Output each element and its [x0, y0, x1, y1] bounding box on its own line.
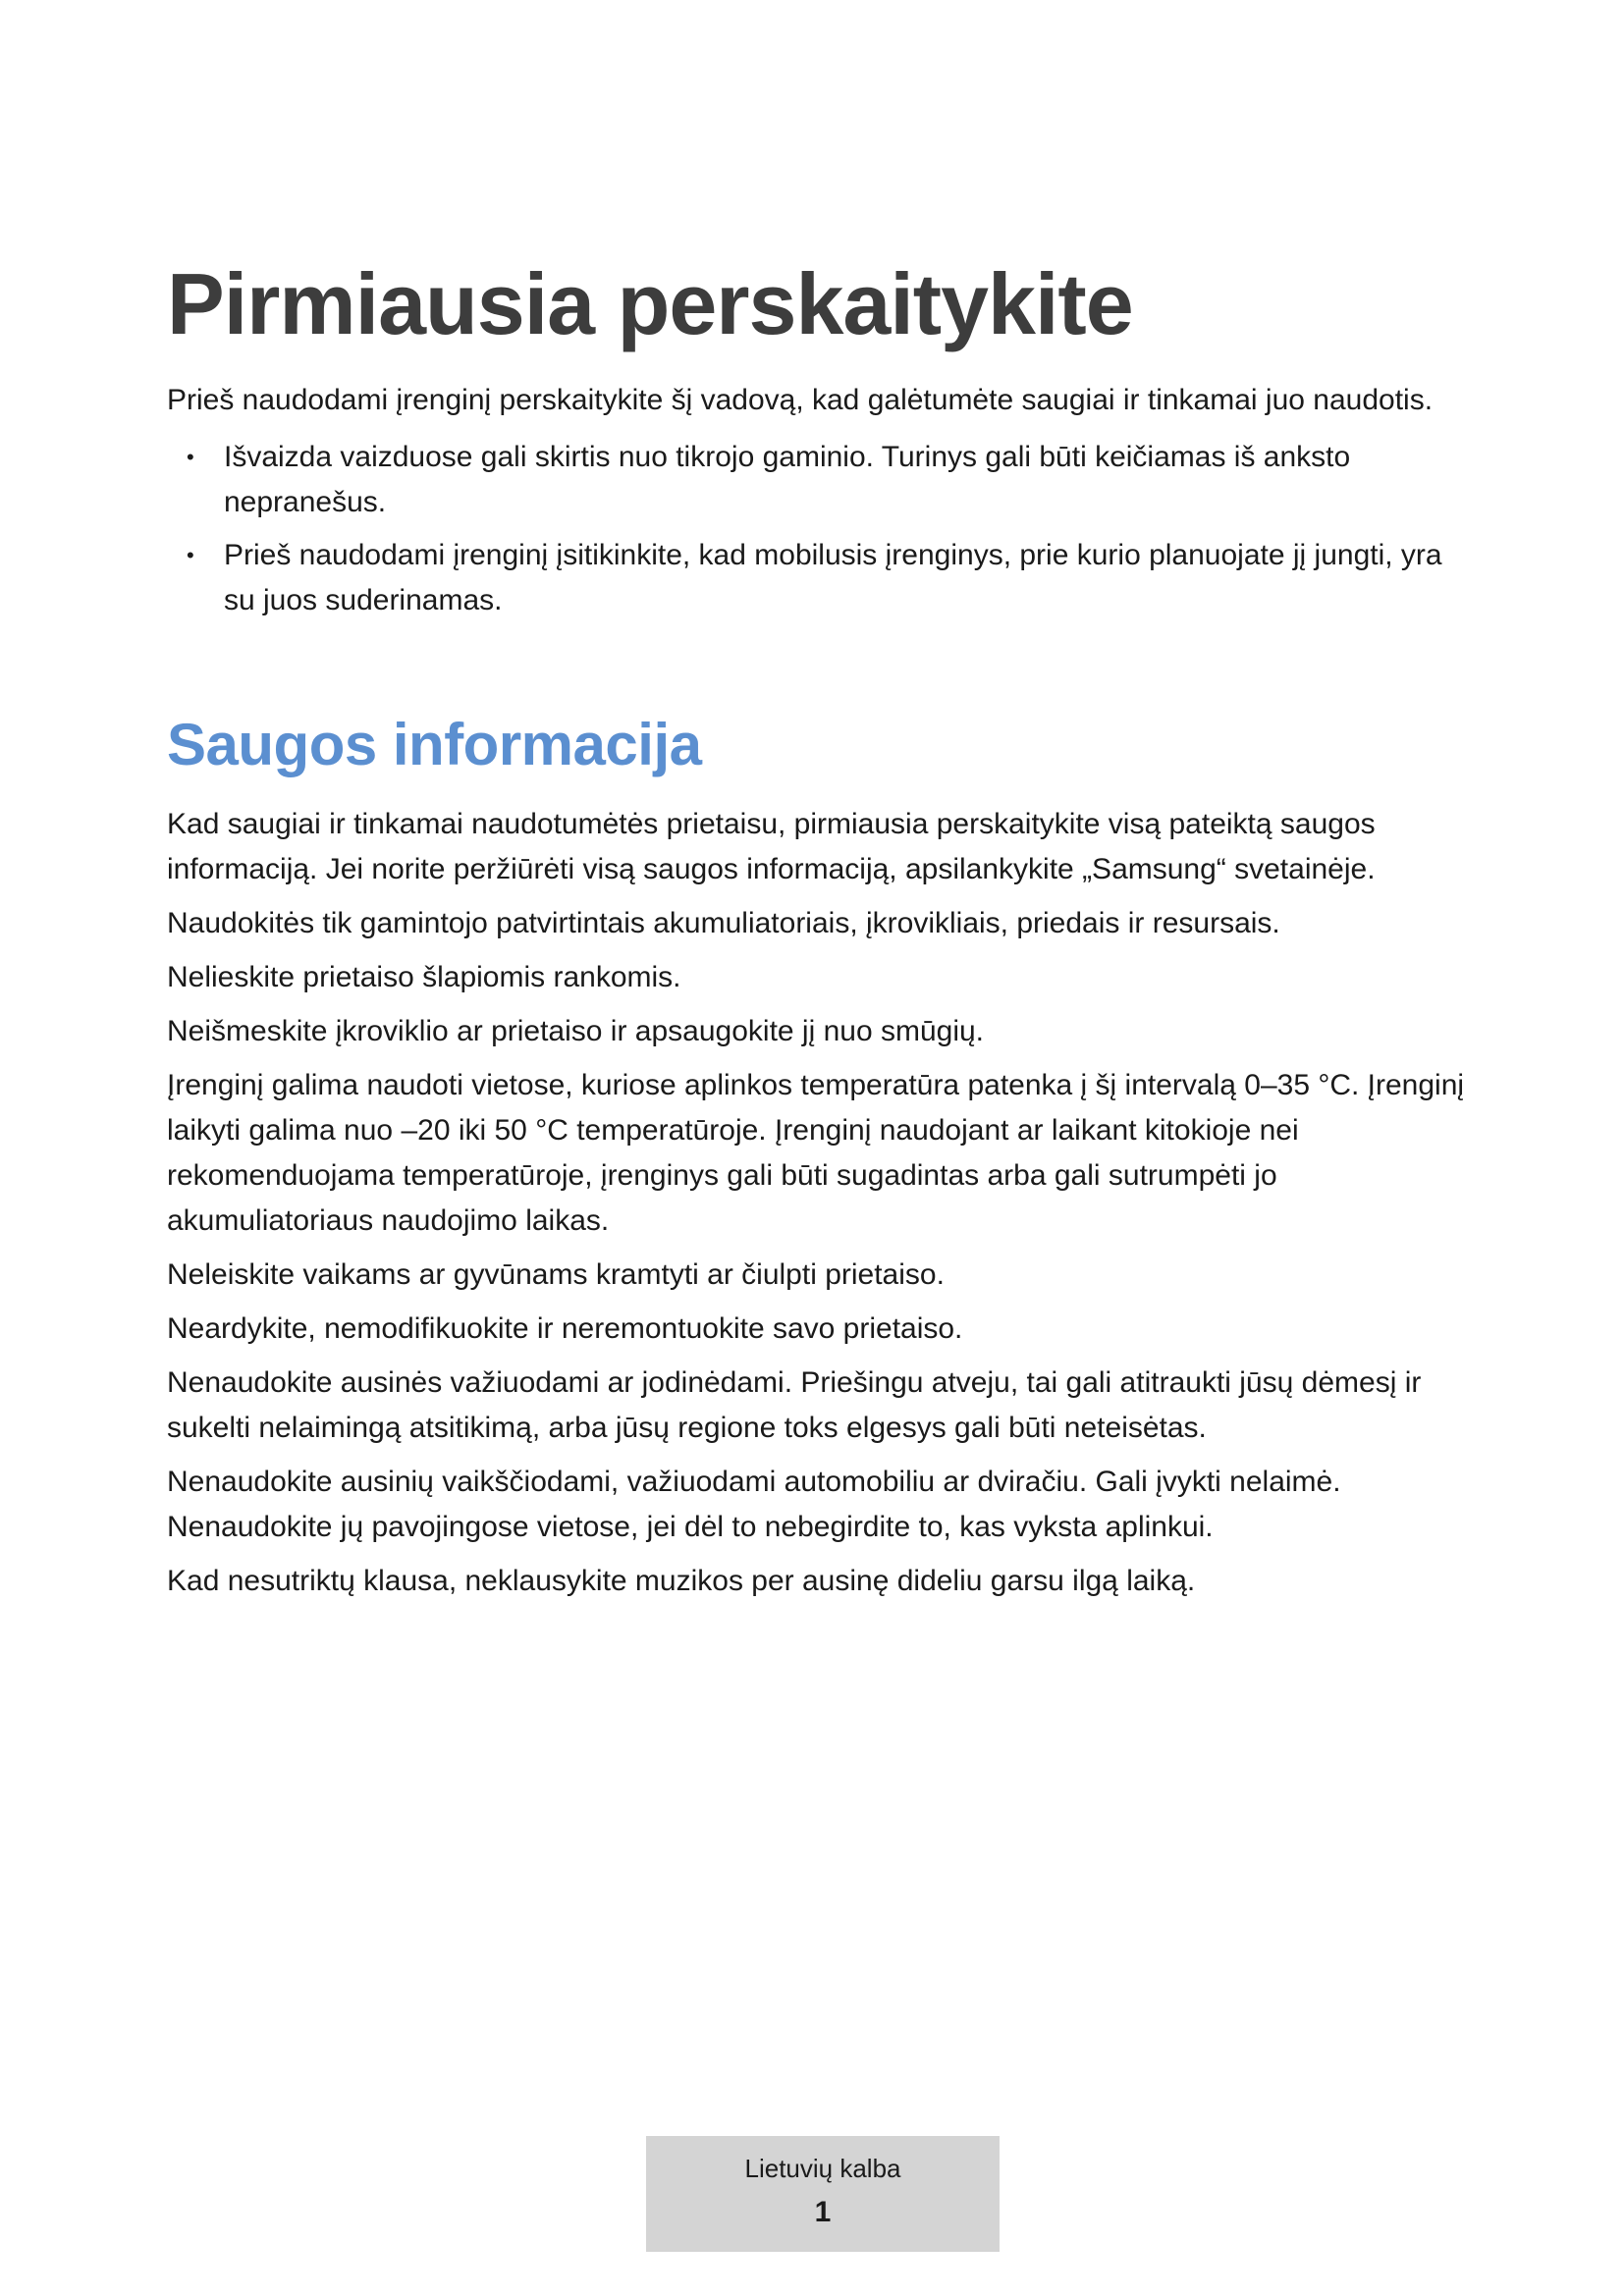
- safety-paragraph: Neardykite, nemodifikuokite ir neremontuokite savo prietaiso.: [167, 1312, 963, 1345]
- bullet-icon: •: [187, 445, 194, 469]
- page-title: Pirmiausia perskaitykite: [167, 255, 1133, 352]
- safety-paragraph: Nenaudokite ausinių vaikščiodami, važiuodami automobiliu ar dviračiu. Gali įvykti nelaimė. Nenaudokite jų pavojingose vietose, jei dėl to nebegirdite to, kas vyksta aplinkui.: [167, 1466, 1341, 1543]
- safety-paragraph: Neišmeskite įkroviklio ar prietaiso ir apsaugokite jį nuo smūgių.: [167, 1015, 985, 1047]
- safety-paragraph: Įrenginį galima naudoti vietose, kuriose aplinkos temperatūra patenka į šį intervalą 0–35 °C. Įrenginį laikyti galima nuo –20 iki 50 °C temperatūroje. Įrenginį naudojant ar laikant kitokioje nei rekomenduojama temperatūroje, įrenginys gali būti sugadintas arba gali sutrumpėti jo akumuliatoriaus naudojimo laikas.: [167, 1069, 1465, 1237]
- safety-paragraph: Neleiskite vaikams ar gyvūnams kramtyti ar čiulpti prietaiso.: [167, 1258, 945, 1291]
- list-item: [167, 435, 1473, 525]
- safety-paragraph: Nelieskite prietaiso šlapiomis rankomis.: [167, 961, 681, 993]
- safety-paragraph: Kad nesutriktų klausa, neklausykite muzikos per ausinę dideliu garsu ilgą laiką.: [167, 1565, 1196, 1597]
- list-item-text: Išvaizda vaizduose gali skirtis nuo tikrojo gaminio. Turinys gali būti keičiamas iš anksto nepranešus.: [224, 441, 1351, 518]
- safety-paragraph: Kad saugiai ir tinkamai naudotumėtės prietaisu, pirmiausia perskaitykite visą pateiktą saugos informaciją. Jei norite peržiūrėti visą saugos informaciją, apsilankykite „Samsung“ svetainėje.: [167, 808, 1376, 885]
- safety-paragraph: Nenaudokite ausinės važiuodami ar jodinėdami. Priešingu atveju, tai gali atitraukti jūsų dėmesį ir sukelti nelaimingą atsitikimą, arba jūsų regione toks elgesys gali būti neteisėtas.: [167, 1366, 1422, 1444]
- section-title-safety: Saugos informacija: [167, 712, 702, 777]
- notice-list: [167, 435, 1473, 623]
- intro-paragraph: Prieš naudodami įrenginį perskaitykite šį vadovą, kad galėtumėte saugiai ir tinkamai juo naudotis.: [167, 384, 1434, 416]
- page-content: [167, 250, 1473, 1613]
- list-item-text: Prieš naudodami įrenginį įsitikinkite, kad mobilusis įrenginys, prie kurio planuojate jį jungti, yra su juos suderinamas.: [224, 539, 1442, 616]
- list-item: [167, 533, 1473, 623]
- page-number: 1: [814, 2196, 832, 2228]
- footer-language: Lietuvių kalba: [744, 2154, 901, 2183]
- safety-paragraphs: [167, 802, 1473, 1604]
- bullet-icon: •: [187, 543, 194, 567]
- safety-paragraph: Naudokitės tik gamintojo patvirtintais akumuliatoriais, įkrovikliais, priedais ir resursais.: [167, 907, 1280, 939]
- page-footer: [646, 2136, 1000, 2252]
